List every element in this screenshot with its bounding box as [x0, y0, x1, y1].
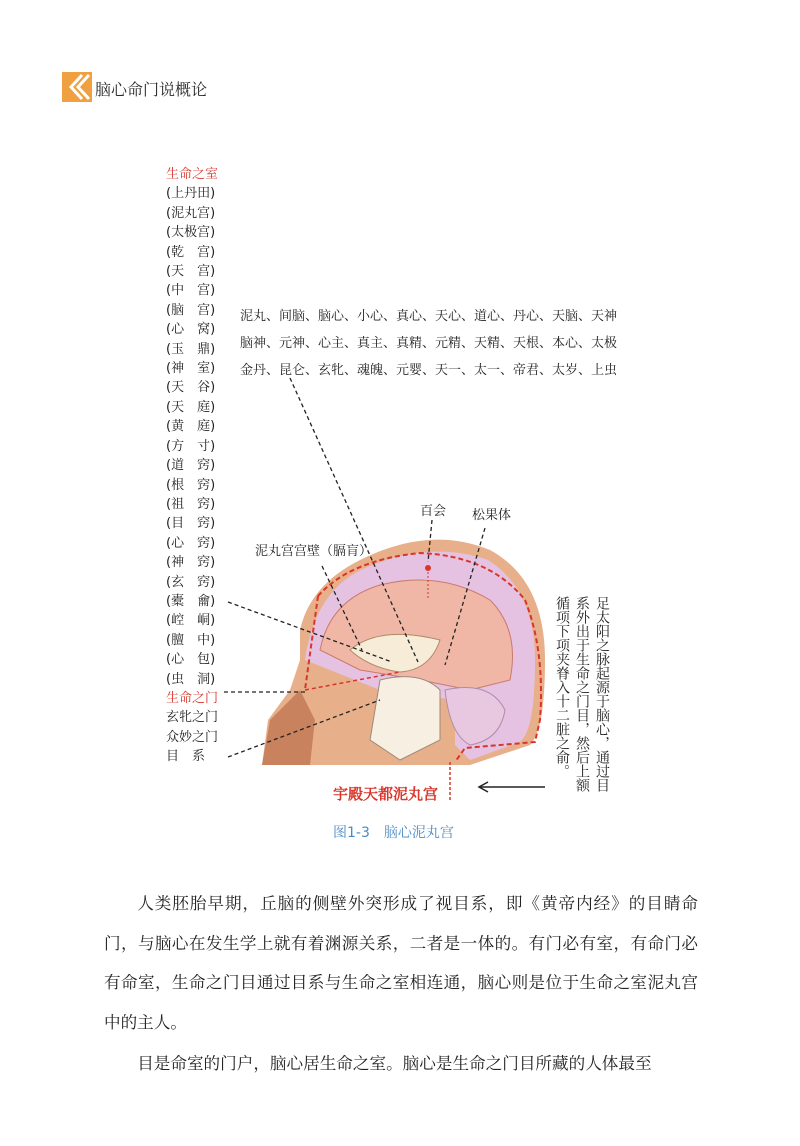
alias-item: 生命之室 [166, 167, 219, 182]
alias-item: (上丹田) [166, 186, 216, 202]
alias-item: (黄 庭) [166, 419, 216, 435]
vertical-note: 足太阳之脉起源于脑心，通过目系外出于生命之门目，然后上额循项下项夹脊入十二脏之俞。 [554, 596, 610, 792]
body-text [104, 884, 698, 1084]
alias-item: (天 庭) [166, 399, 216, 415]
alias-item: (心 窍) [166, 535, 216, 551]
alias-item: (方 寸) [166, 438, 216, 454]
names-line-1: 泥丸、间脑、脑心、小心、真心、天心、道心、丹心、天脑、天神 [240, 309, 618, 324]
alias-item: (虫 洞) [166, 671, 216, 687]
label-pineal: 松果体 [472, 508, 512, 523]
figure-caption: 图1-3 脑心泥丸宫 [333, 825, 454, 841]
chapter-header-title: 脑心命门说概论 [95, 80, 208, 99]
alias-item: (中 宫) [166, 283, 216, 299]
alias-item: 目 系 [166, 749, 206, 765]
alias-item: (玉 鼎) [166, 341, 216, 357]
paragraph: 人类胚胎早期，丘脑的侧壁外突形成了视目系，即《黄帝内经》的目睛命门，与脑心在发生学上就有着渊源关系，二者是一体的。有门必有室，有命门必有命室，生命之门目通过目系与生命之室相连通，脑心则是位于生命之室泥丸宫中的主人。 [104, 894, 698, 1032]
alias-item: (乾 宫) [166, 244, 216, 260]
alias-item: (天 宫) [166, 264, 216, 280]
red-label: 宇殿天都泥丸宫 [333, 785, 439, 803]
alias-item: (神 室) [166, 361, 216, 377]
alias-item: (脑 宫) [166, 302, 216, 318]
alias-item: (道 窍) [166, 458, 216, 474]
alias-item: (神 窍) [166, 555, 216, 571]
alias-item: 生命之门 [166, 690, 219, 706]
alias-item: (心 包) [166, 652, 216, 668]
alias-item: (泥丸宫) [166, 205, 216, 221]
alias-item: (天 谷) [166, 380, 216, 396]
alias-item: (玄 窍) [166, 574, 216, 590]
label-baihui: 百会 [420, 504, 447, 519]
alias-item: 玄牝之门 [166, 710, 219, 726]
alias-item: (根 窍) [166, 477, 216, 493]
alias-item: (膻 中) [166, 632, 216, 648]
paragraph: 目是命室的门户，脑心居生命之室。脑心是生命之门目所藏的人体最至 [137, 1054, 652, 1073]
alias-item: (祖 窍) [166, 496, 216, 512]
label-wall: 泥丸宫宫壁（膈肓） [255, 544, 373, 559]
alias-item: (心 窝) [166, 322, 216, 338]
alias-item: 众妙之门 [166, 729, 219, 745]
alias-item: (太极宫) [166, 225, 216, 241]
alias-item: (崆 峒) [166, 613, 216, 629]
alias-item: (橐 龠) [166, 593, 216, 609]
names-line-3: 金丹、昆仑、玄牝、魂魄、元婴、天一、太一、帝君、太岁、上虫 [240, 363, 618, 378]
alias-item: (目 窍) [166, 516, 216, 532]
names-line-2: 脑神、元神、心主、真主、真精、元精、天精、天根、本心、太极 [240, 336, 618, 351]
